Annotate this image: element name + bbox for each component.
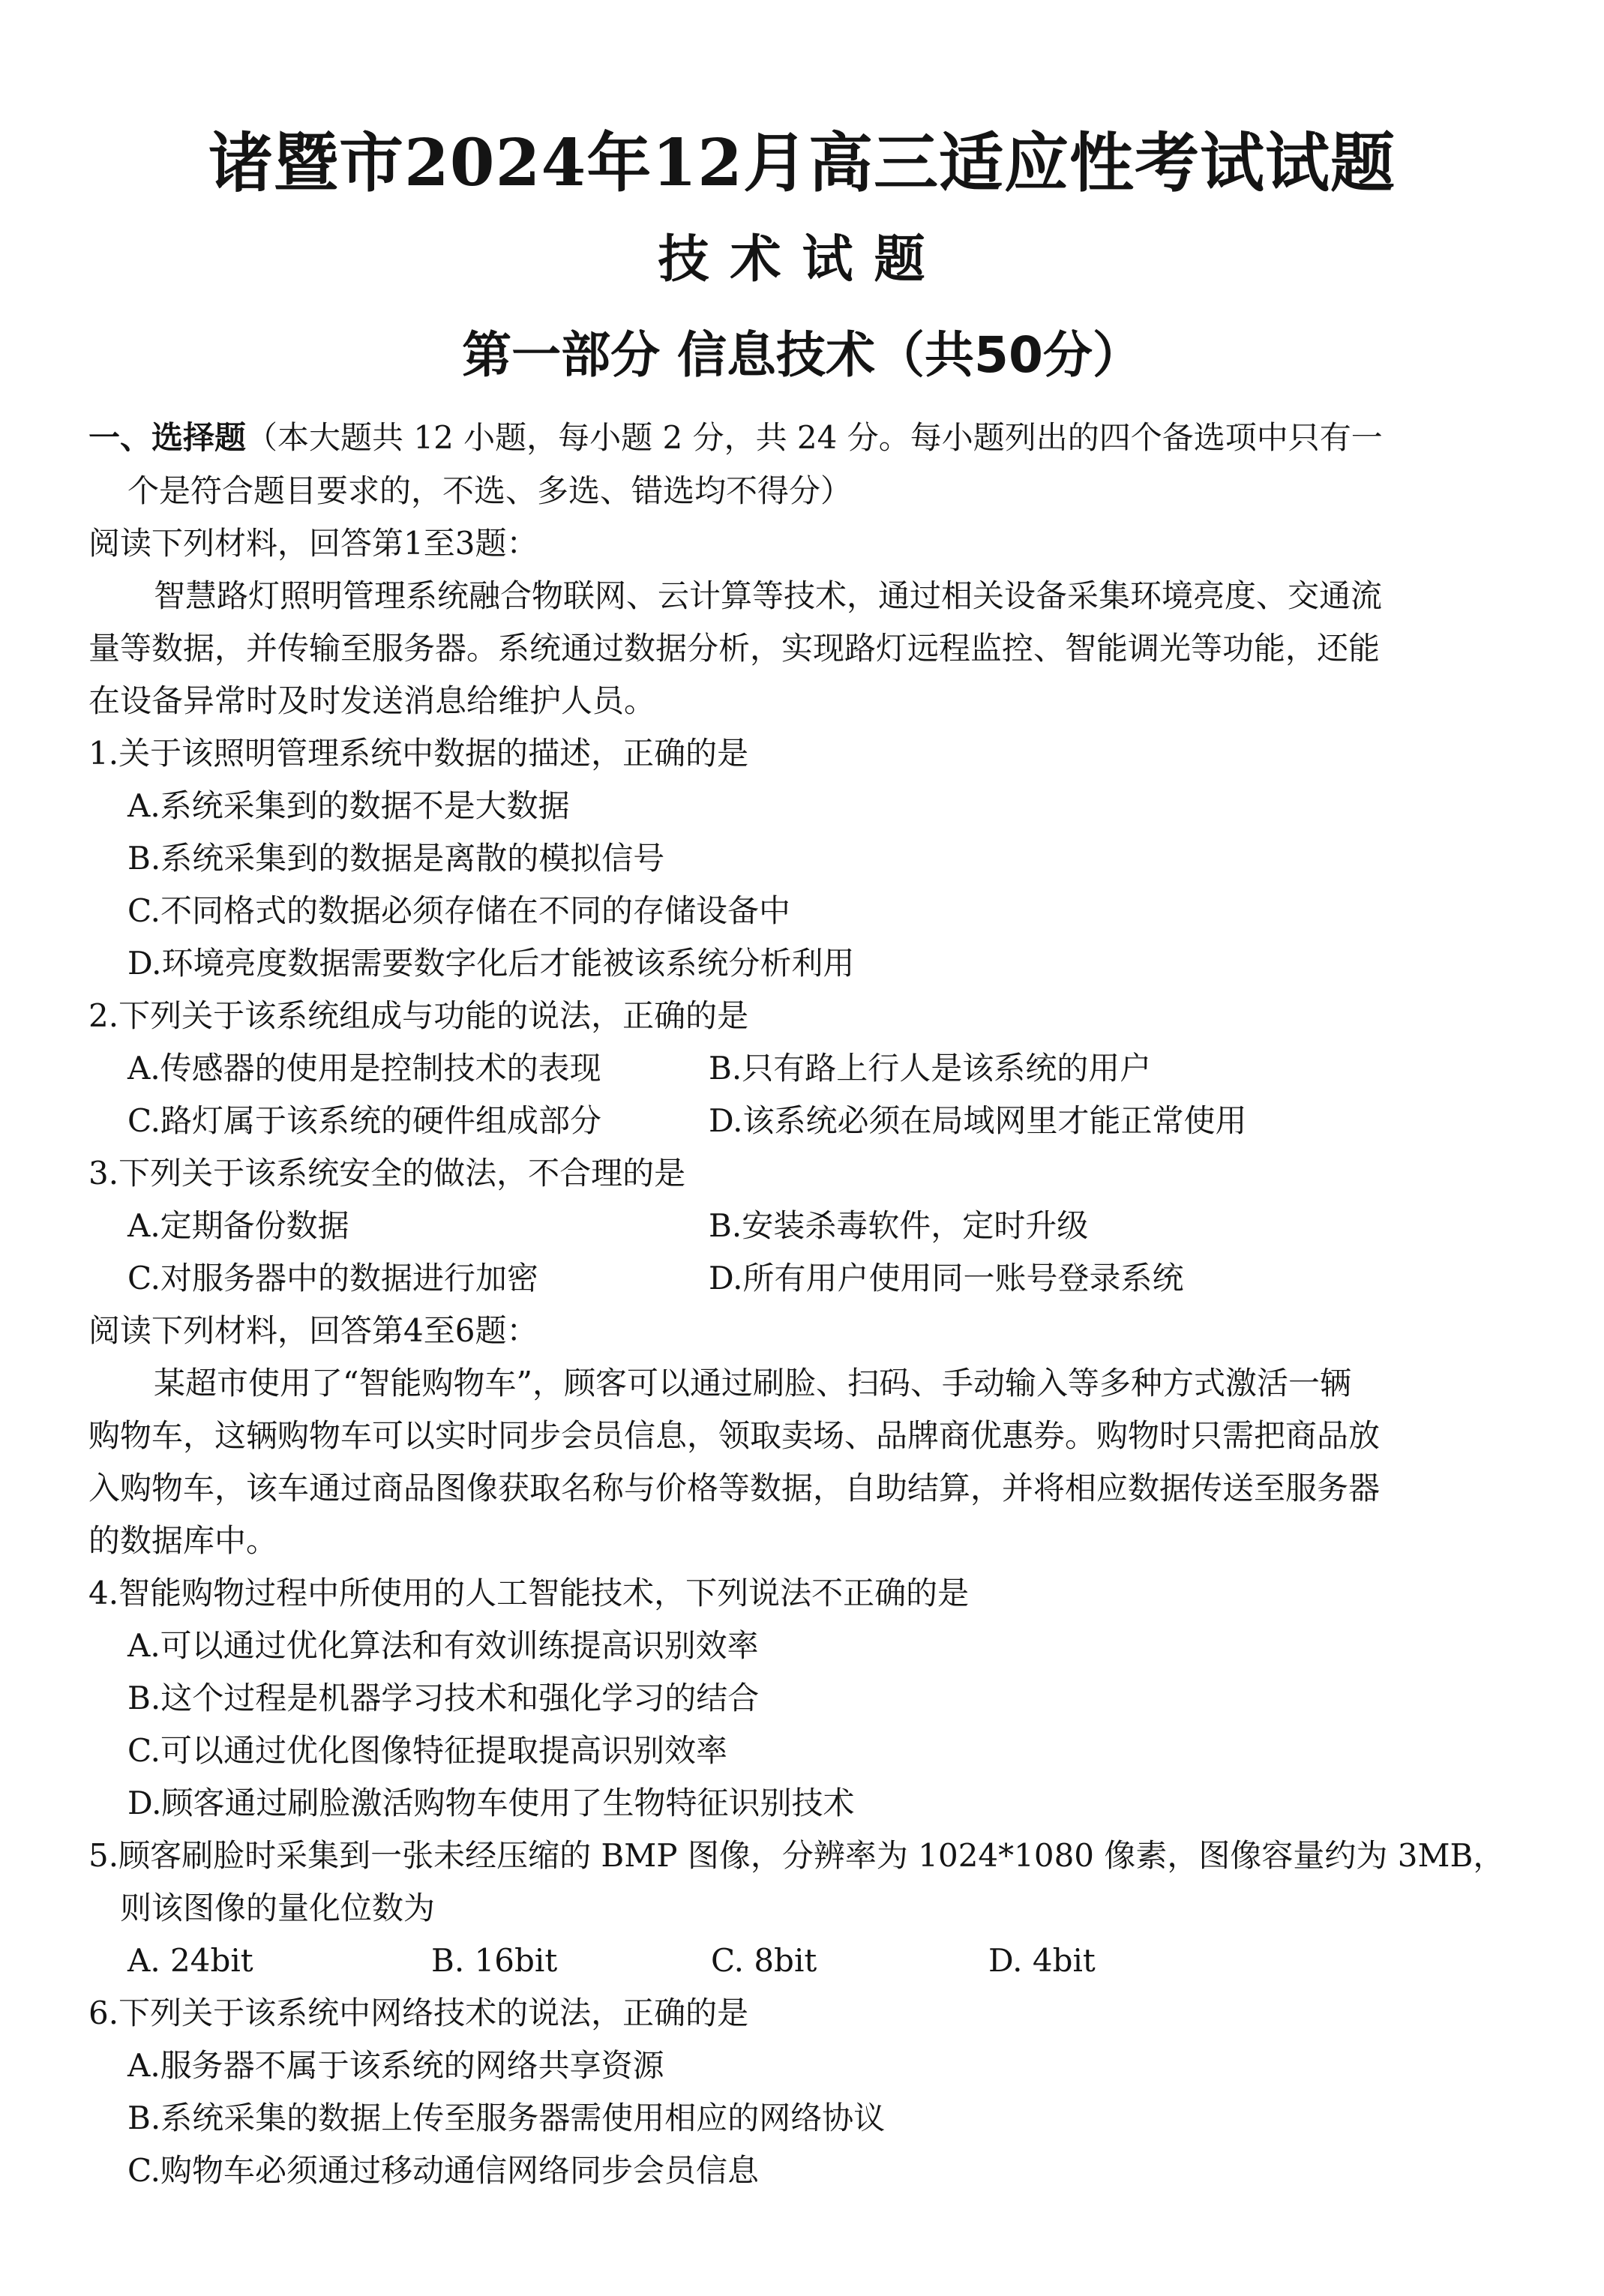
material2-line-4: 的数据库中。 — [88, 1522, 278, 1559]
q5-stem-line-2: 则该图像的量化位数为 — [120, 1890, 436, 1926]
q3-option-d: D.所有用户使用同一账号登录系统 — [709, 1260, 1184, 1296]
q3-option-b: B.安装杀毒软件，定时升级 — [709, 1207, 1089, 1244]
q1-option-b: B.系统采集到的数据是离散的模拟信号 — [127, 840, 665, 877]
q2-option-b: B.只有路上行人是该系统的用户 — [709, 1050, 1152, 1087]
q2-option-d: D.该系统必须在局域网里才能正常使用 — [709, 1102, 1247, 1139]
q1-stem: 1.关于该照明管理系统中数据的描述，正确的是 — [88, 735, 749, 772]
q6-option-a: A.服务器不属于该系统的网络共享资源 — [127, 2047, 664, 2084]
material1-lead: 阅读下列材料，回答第1至3题： — [88, 525, 538, 562]
material2-line-1: 某超市使用了“智能购物车”，顾客可以通过刷脸、扫码、手动输入等多种方式激活一辆 — [154, 1365, 1351, 1401]
q6-option-b: B.系统采集的数据上传至服务器需使用相应的网络协议 — [127, 2100, 886, 2136]
q5-option-a: A. 24bit — [127, 1942, 253, 1979]
q5-stem-line-1: 5.顾客刷脸时采集到一张未经压缩的 BMP 图像，分辨率为 1024*1080 像素，图像容量约为 3MB， — [88, 1837, 1505, 1874]
q1-option-a: A.系统采集到的数据不是大数据 — [127, 787, 570, 824]
q2-option-a: A.传感器的使用是控制技术的表现 — [127, 1050, 601, 1087]
material2-line-2: 购物车，这辆购物车可以实时同步会员信息，领取卖场、品牌商优惠券。购物时只需把商品放 — [88, 1417, 1381, 1454]
q5-option-b: B. 16bit — [431, 1942, 558, 1979]
section-instructions-2: 个是符合题目要求的，不选、多选、错选均不得分） — [127, 472, 853, 509]
q3-option-c: C.对服务器中的数据进行加密 — [127, 1260, 538, 1296]
section-instructions-1: （本大题共 12 小题，每小题 2 分，共 24 分。每小题列出的四个备选项中只有一 — [246, 419, 1383, 456]
material1-line-3: 在设备异常时及时发送消息给维护人员。 — [88, 682, 656, 719]
q4-option-a: A.可以通过优化算法和有效训练提高识别效率 — [127, 1627, 759, 1664]
part-title: 第一部分 信息技术（共50分） — [462, 326, 1142, 384]
q5-option-d: D. 4bit — [988, 1942, 1096, 1979]
q2-option-c: C.路灯属于该系统的硬件组成部分 — [127, 1102, 601, 1139]
section-heading: 一、选择题 — [88, 419, 247, 456]
q4-option-b: B.这个过程是机器学习技术和强化学习的结合 — [127, 1680, 760, 1716]
q4-stem: 4.智能购物过程中所使用的人工智能技术，下列说法不正确的是 — [88, 1575, 970, 1611]
q3-option-a: A.定期备份数据 — [127, 1207, 349, 1244]
material1-line-1: 智慧路灯照明管理系统融合物联网、云计算等技术，通过相关设备采集环境亮度、交通流 — [154, 577, 1383, 614]
q5-option-c: C. 8bit — [711, 1942, 817, 1979]
subject-title: 技术试题 — [658, 230, 946, 289]
q6-stem: 6.下列关于该系统中网络技术的说法，正确的是 — [88, 1995, 749, 2031]
material2-lead: 阅读下列材料，回答第4至6题： — [88, 1312, 538, 1349]
material2-line-3: 入购物车，该车通过商品图像获取名称与价格等数据，自助结算，并将相应数据传送至服务器 — [88, 1470, 1381, 1506]
q4-option-c: C.可以通过优化图像特征提取提高识别效率 — [127, 1732, 727, 1769]
q3-stem: 3.下列关于该系统安全的做法，不合理的是 — [88, 1155, 686, 1191]
material1-line-2: 量等数据，并传输至服务器。系统通过数据分析，实现路灯远程监控、智能调光等功能，还能 — [88, 630, 1381, 667]
q4-option-d: D.顾客通过刷脸激活购物车使用了生物特征识别技术 — [127, 1785, 855, 1821]
q1-option-d: D.环境亮度数据需要数字化后才能被该系统分析利用 — [127, 945, 855, 982]
q1-option-c: C.不同格式的数据必须存储在不同的存储设备中 — [127, 892, 790, 929]
section-heading-line — [0, 417, 1604, 459]
exam-title: 诸暨市2024年12月高三适应性考试试题 — [208, 125, 1396, 201]
q6-option-c: C.购物车必须通过移动通信网络同步会员信息 — [127, 2152, 759, 2189]
q2-stem: 2.下列关于该系统组成与功能的说法，正确的是 — [88, 997, 749, 1034]
